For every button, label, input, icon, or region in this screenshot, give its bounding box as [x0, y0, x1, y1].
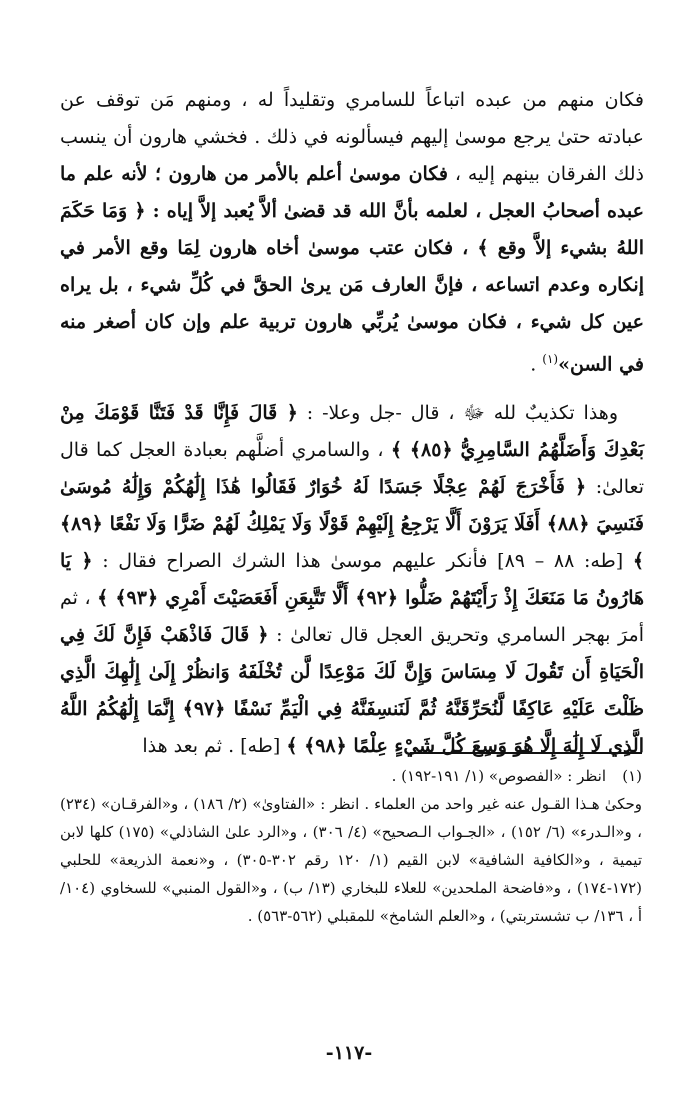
paragraph: [60, 395, 644, 765]
quran-verse: ﴿ قَالَ فَاذْهَبْ فَإِنَّ لَكَ فِي الْحَيَاةِ أَن تَقُولَ لَا مِسَاسَ وَإِنَّ لَكَ مَوْعِدًا لَّن تُخْلَفَهُ وَانظُرْ إِلَىٰ إِلَٰهِكَ الَّذِي ظَلْتَ عَلَيْهِ عَاكِفًا لَّنُحَرِّقَنَّهُ ثُمَّ لَنَنسِفَنَّهُ فِي الْيَمِّ نَسْفًا ﴿٩٧﴾ إِنَّمَا إِلَٰهُكُمُ اللَّهُ الَّذِي لَا إِلَٰهَ إِلَّا هُوَ وَسِعَ كُلَّ شَيْءٍ عِلْمًا ﴿٩٨﴾ ﴾: [60, 624, 644, 758]
footnote-text: انظر : «الفصوص» (١/ ١٩١-١٩٢) .: [391, 767, 606, 785]
paragraph: [60, 82, 644, 383]
paragraph-text: فكان منهم من عبده اتباعاً للسامري وتقليداً له ، ومنهم مَن توقف عن عبادته حتىٰ يرجع موسىٰ إليهم فيسألونه في ذلك . فخشي هارون أن ينسب ذلك الفرقان بينهم إليه ،: [60, 89, 644, 185]
footnote-divider: [410, 752, 642, 754]
quoted-verse: ﴿ وَمَا حَكَمَ اللهُ بشيء إلاَّ وقع ﴾: [60, 200, 644, 259]
main-text: [60, 82, 644, 765]
quoted-text-bold: ، فكان عتب موسىٰ أخاه هارون لِمَا وقع الأمر في إنكاره وعدم اتساعه ، فإنَّ العارف مَن يرىٰ الحقَّ في كُلِّ شيء ، بل يراه عين كل شيء ، فكان موسىٰ يُربِّي هارون تربية علم وإن كان أصغر منه في السن»: [60, 237, 644, 376]
page-number: -١١٧-: [325, 1042, 373, 1064]
paragraph-text: ، ثم أمرَ بهجر السامري وتحريق العجل قال تعالىٰ :: [60, 587, 644, 647]
paragraph-end: .: [530, 353, 543, 376]
footnote-number: (١): [622, 767, 642, 785]
quoted-text-bold: فكان موسىٰ أعلم بالأمر من هارون ؛ لأنه علم ما عبده أصحابُ العجل ، لعلمه بأنَّ الله قد قضىٰ ألاَّ يُعبد إلاَّ إياه :: [60, 163, 644, 222]
quran-verse: ﴿ قَالَ فَإِنَّا قَدْ فَتَنَّا قَوْمَكَ مِنْ بَعْدِكَ وَأَضَلَّهُمُ السَّامِرِيُّ ﴿٨٥﴾ ﴾: [60, 402, 644, 462]
footnote-continuation: وحكىٰ هـذا القـول عنه غير واحد من العلماء . انظر : «الفتاوىٰ» (٢/ ١٨٦) ، و«الفرقـان» (٢٣٤) ، و«الـدرء» (٦/ ١٥٢) ، «الجـواب الـصحيح» (٤/ ٣٠٦) ، و«الرد علىٰ الشاذلي» (١٧٥) كلها لابن تيمية ، و«الكافية الشافية» لابن القيم (١/ ١٢٠ رقم ٣٠٢-٣٠٥) ، و«نعمة الذريعة» للحلبي (١٧٢-١٧٤) ، و«فاضحة الملحدين» للعلاء للبخاري (١٣/ ب) ، و«القول المنبي» للسخاوي (١٠٤/ أ ، ١٣٦/ ب تشستربتي) ، و«العلم الشامخ» للمقبلي (٥٦٢-٥٦٣) .: [60, 795, 643, 925]
paragraph-text: [طه: ٨٨ – ٨٩] فأنكر عليهم موسىٰ هذا الشرك الصراح فقال :: [92, 550, 633, 573]
footnote-reference: (١): [542, 352, 559, 366]
footnotes: [60, 762, 642, 930]
paragraph-text: [طه] . ثم بعد هذا: [142, 735, 287, 758]
quran-verse: ﴿ يَا هَارُونُ مَا مَنَعَكَ إِذْ رَأَيْتَهُمْ ضَلُّوا ﴿٩٢﴾ أَلَّا تَتَّبِعَنِ أَفَعَصَيْتَ أَمْرِي ﴿٩٣﴾ ﴾: [60, 550, 645, 610]
footnote-item: [60, 762, 642, 790]
paragraph-text: وهذا تكذيبٌ لله ﷻ ، قال -جل وعلا- :: [297, 402, 618, 425]
paragraph-text: ، والسامري أضلَّهم بعبادة العجل كما قال تعالىٰ:: [60, 439, 644, 499]
quran-verse: ﴿ فَأَخْرَجَ لَهُمْ عِجْلًا جَسَدًا لَهُ خُوَارٌ فَقَالُوا هَٰذَا إِلَٰهُكُمْ وَإِلَٰهُ مُوسَىٰ فَنَسِيَ ﴿٨٨﴾ أَفَلَا يَرَوْنَ أَلَّا يَرْجِعُ إِلَيْهِمْ قَوْلًا وَلَا يَمْلِكُ لَهُمْ ضَرًّا وَلَا نَفْعًا ﴿٨٩﴾ ﴾: [60, 476, 644, 573]
